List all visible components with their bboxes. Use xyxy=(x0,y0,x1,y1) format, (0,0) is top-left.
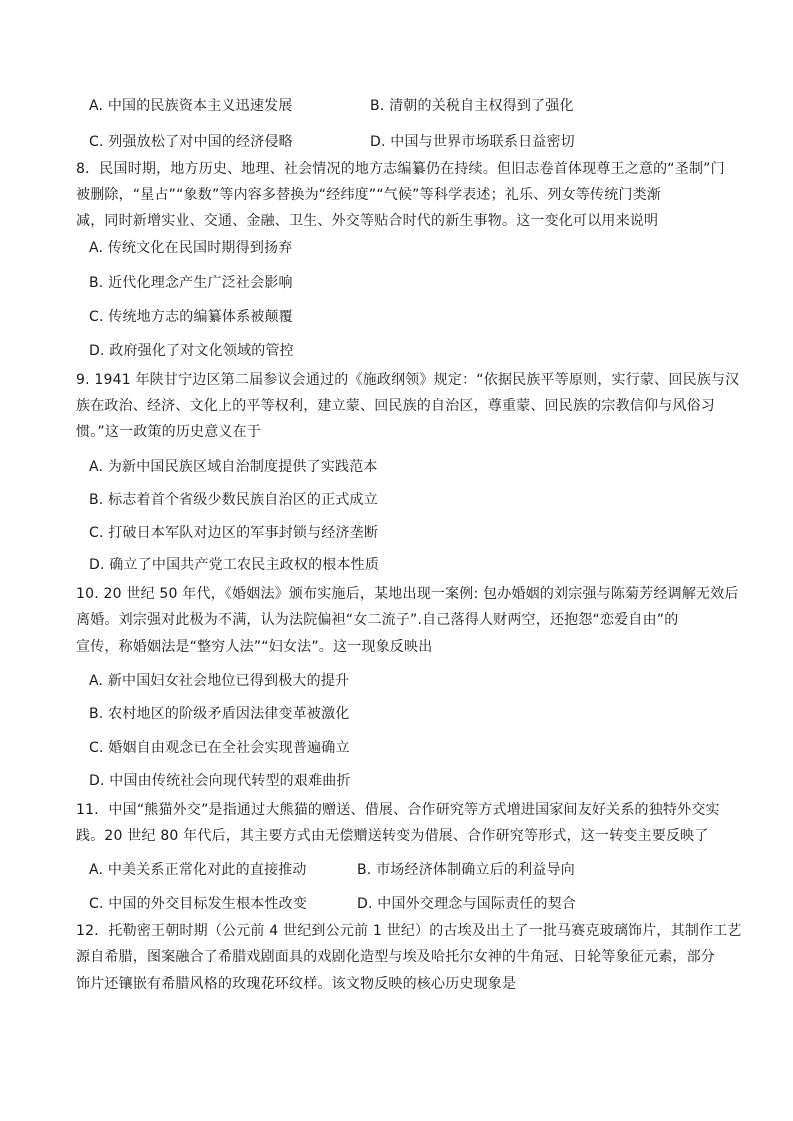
q11-option-b: B. 市场经济体制确立后的利益导向 xyxy=(357,862,575,878)
q7-option-a: A. 中国的民族资本主义迅速发展 xyxy=(89,98,293,114)
q12-stem-line-3: 饰片还镶嵌有希腊风格的玫瑰花环纹样。该文物反映的核心历史现象是 xyxy=(76,976,517,992)
q10-stem-line-1: 10. 20 世纪 50 年代，《婚姻法》颁布实施后，某地出现一案例: 包办婚姻的刘宗强与陈菊芳经调解无效后 xyxy=(76,586,739,602)
q11-option-a: A. 中美关系正常化对此的直接推动 xyxy=(89,862,307,878)
q7-option-b: B. 清朝的关税自主权得到了强化 xyxy=(370,98,574,114)
q9-stem-line-2: 族在政治、经济、文化上的平等权利，建立蒙、回民族的自治区，尊重蒙、回民族的宗教信仰与风俗习 xyxy=(76,398,715,414)
q9-option-d: D. 确立了中国共产党工农民主政权的根本性质 xyxy=(89,557,380,573)
q9-option-b: B. 标志着首个省级少数民族自治区的正式成立 xyxy=(89,492,378,508)
q9-option-c: C. 打破日本军队对边区的军事封锁与经济垄断 xyxy=(89,525,379,541)
q12-stem-line-1: 12．托勒密王朝时期（公元前 4 世纪到公元前 1 世纪）的古埃及出土了一批马赛克玻璃饰片，其制作工艺 xyxy=(76,923,742,939)
q10-stem-line-2: 离婚。刘宗强对此极为不满，认为法院偏袒“女二流子”.自己落得人财两空，还抱怨“恋爱自由”的 xyxy=(76,612,679,628)
q10-option-b: B. 农村地区的阶级矛盾因法律变革被激化 xyxy=(89,706,350,722)
q11-option-c: C. 中国的外交目标发生根本性改变 xyxy=(89,896,308,912)
q8-option-d: D. 政府强化了对文化领域的管控 xyxy=(89,343,294,359)
q8-stem-line-1: 8．民国时期，地方历史、地理、社会情况的地方志编纂仍在持续。但旧志卷首体现尊王之意的“圣制”门 xyxy=(76,161,725,177)
q7-option-d: D. 中国与世界市场联系日益密切 xyxy=(370,134,575,150)
q12-stem-line-2: 源自希腊，图案融合了希腊戏剧面具的戏剧化造型与埃及哈托尔女神的牛角冠、日轮等象征元素，部分 xyxy=(76,949,715,965)
q7-option-c: C. 列强放松了对中国的经济侵略 xyxy=(89,134,293,150)
q11-option-d: D. 中国外交理念与国际责任的契合 xyxy=(357,896,577,912)
q11-stem-line-2: 践。20 世纪 80 年代后，其主要方式由无偿赠送转变为借展、合作研究等形式，这一转变主要反映了 xyxy=(76,828,709,844)
q10-option-d: D. 中国由传统社会向现代转型的艰难曲折 xyxy=(89,773,351,789)
q9-stem-line-1: 9. 1941 年陕甘宁边区第二届参议会通过的《施政纲领》规定：“依据民族平等原则，实行蒙、回民族与汉 xyxy=(76,372,740,388)
q11-stem-line-1: 11．中国“熊猫外交”是指通过大熊猫的赠送、借展、合作研究等方式增进国家间友好关系的独特外交实 xyxy=(76,802,720,818)
q10-option-c: C. 婚姻自由观念已在全社会实现普遍确立 xyxy=(89,740,350,756)
q8-option-a: A. 传统文化在民国时期得到扬弃 xyxy=(89,240,293,256)
q9-stem-line-3: 惯。”这一政策的历史意义在于 xyxy=(76,424,262,440)
q8-stem-line-2: 被删除，“星占”“象数”等内容多替换为“经纬度”“气候”等科学表述；礼乐、列女等传统门类渐 xyxy=(76,187,662,203)
q9-option-a: A. 为新中国民族区域自治制度提供了实践范本 xyxy=(89,459,378,475)
q8-option-c: C. 传统地方志的编纂体系被颠覆 xyxy=(89,309,293,325)
q10-option-a: A. 新中国妇女社会地位已得到极大的提升 xyxy=(89,673,350,689)
q8-stem-line-3: 减，同时新增实业、交通、金融、卫生、外交等贴合时代的新生事物。这一变化可以用来说明 xyxy=(76,213,659,229)
q8-option-b: B. 近代化理念产生广泛社会影响 xyxy=(89,275,293,291)
q10-stem-line-3: 宣传，称婚姻法是“整穷人法”“妇女法”。这一现象反映出 xyxy=(76,639,433,655)
